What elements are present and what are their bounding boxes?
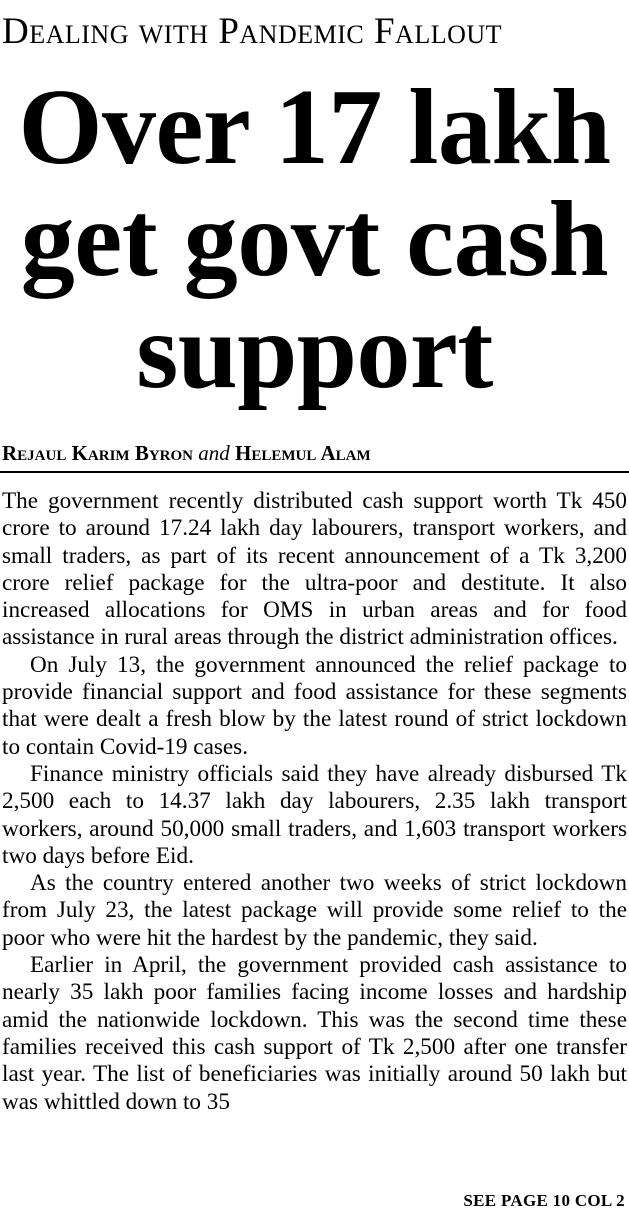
- paragraph-2: On July 13, the government announced the relief package to provide financial support and food assistance for these segments that were dealt a fresh blow by the latest round of strict lockdown to contain Covid-19 cases.: [2, 651, 627, 760]
- byline-author-1: Rejaul Karim Byron: [2, 441, 194, 465]
- byline-author-2: Helemul Alam: [235, 441, 371, 465]
- paragraph-3: Finance ministry officials said they have already disbursed Tk 2,500 each to 14.37 lakh day labourers, 2.35 lakh transport workers, around 50,000 small traders, and 1,603 transport workers two days before Eid.: [2, 760, 627, 869]
- headline-line-2: get govt cash: [20, 180, 609, 299]
- headline-line-1: Over 17 lakh: [18, 68, 611, 187]
- continuation-note: SEE PAGE 10 COL 2: [463, 1191, 625, 1210]
- byline: [2, 440, 627, 466]
- headline-line-3: support: [136, 292, 493, 411]
- paragraph-1: The government recently distributed cash support worth Tk 450 crore to around 17.24 lakh day labourers, transport workers, and small traders, as part of its recent announcement of a Tk 3,200 crore relief package for the ultra-poor and destitute. It also increased allocations for OMS in urban areas and for food assistance in rural areas through the district administration offices.: [2, 488, 627, 651]
- paragraph-5: Earlier in April, the government provided cash assistance to nearly 35 lakh poor families facing income losses and hardship amid the nationwide lockdown. This was the second time these families received this cash support of Tk 2,500 after one transfer last year. The list of beneficiaries was initially around 50 lakh but was whittled down to 35: [2, 952, 627, 1115]
- byline-conjunction: and: [198, 441, 230, 465]
- section-kicker: Dealing with Pandemic Fallout: [2, 11, 503, 52]
- byline-divider: [0, 471, 629, 473]
- article-body: [2, 488, 627, 1116]
- paragraph-4: As the country entered another two weeks of strict lockdown from July 23, the latest package will provide some relief to the poor who were hit the hardest by the pandemic, they said.: [2, 870, 627, 951]
- headline: [0, 68, 629, 411]
